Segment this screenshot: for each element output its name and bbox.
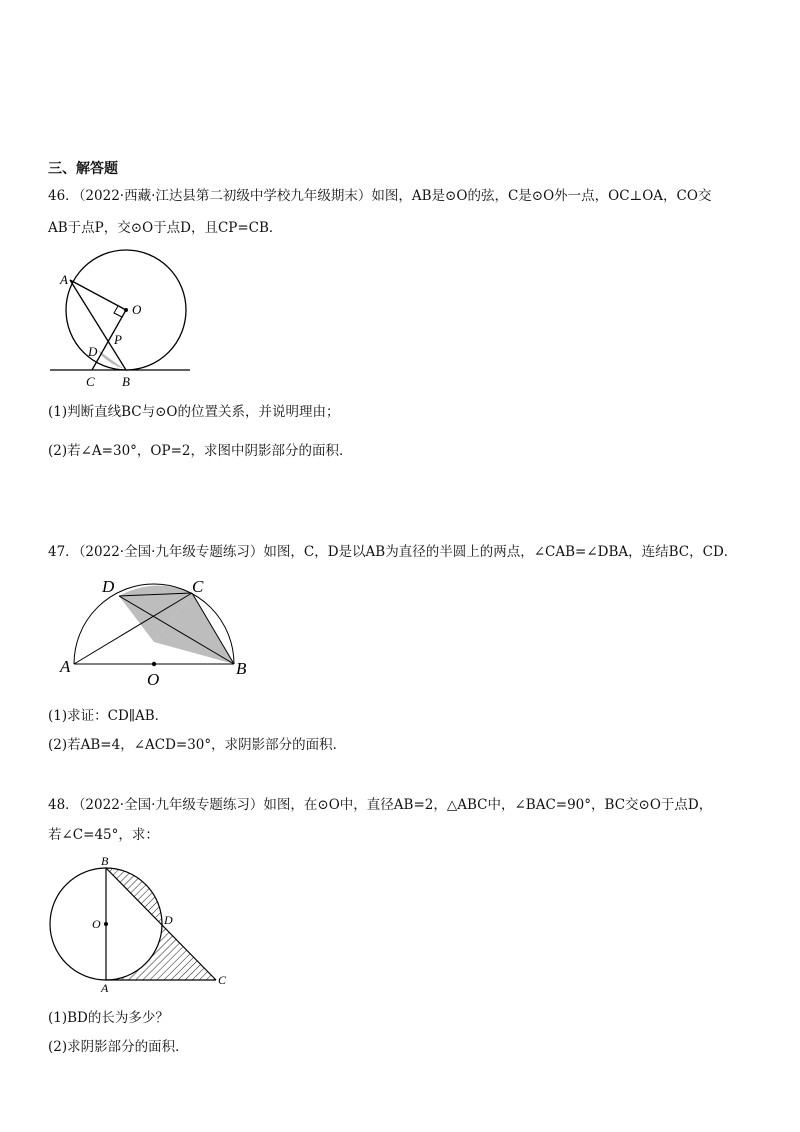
q48-figure [44,852,234,992]
q46-figure [46,246,206,391]
q46-line1 [48,186,711,206]
q47-line1 [48,542,737,562]
q48-center-dot [104,922,108,926]
q46-label-O: O [132,302,142,317]
q48-label-C: C [218,973,227,987]
q46-label-C: C [86,374,95,389]
q47-label-O: O [147,670,160,689]
q48-line1 [48,795,712,815]
q48-source: （2022·全国·九年级专题练习） [78,797,264,813]
q46-part2: (2)若∠A=30°，OP=2，求图中阴影部分的面积． [48,443,353,459]
q46-label-D: D [88,344,98,359]
q46-part1: (1)判断直线BC与⊙O的位置关系，并说明理由； [48,404,340,420]
section-title: 三、解答题 [48,161,118,177]
q46-source: （2022·西藏·江达县第二初级中学校九年级期末） [78,188,372,204]
q47-label-A: A [60,657,71,676]
q46-label-P: P [114,332,122,347]
q47-center-dot [152,662,156,666]
q48-part2: (2)求阴影部分的面积． [48,1039,189,1055]
q46-label-A: A [60,272,68,287]
q46-text-line1: 如图，AB是⊙O的弦，C是⊙O外一点，OC⊥OA，CO交 [371,188,712,204]
q46-text-line2: AB于点P，交⊙O于点D，且CP=CB． [48,220,283,236]
q48-label-A: A [101,981,109,992]
q48-text-line1: 如图，在⊙O中，直径AB=2，△ABC中，∠BAC=90°，BC交⊙O于点D， [263,797,713,813]
q48-part1: (1)BD的长为多少？ [48,1010,169,1026]
q47-part2: (2)若AB=4，∠ACD=30°，求阴影部分的面积． [48,737,347,753]
q46-number: 46． [48,188,79,204]
q46-segment-AO [70,280,126,310]
q47-source: （2022·全国·九年级专题练习） [78,544,264,560]
q47-part1: (1)求证：CD∥AB． [48,708,169,724]
q48-label-B: B [101,854,109,868]
q47-text-line1: 如图，C，D是以AB为直径的半圆上的两点，∠CAB=∠DBA，连结BC，CD． [263,544,738,560]
q46-label-B: B [122,374,130,389]
q47-label-C: C [192,577,204,596]
q48-number: 48． [48,797,79,813]
q47-figure [58,572,258,690]
q47-label-B: B [236,659,247,678]
q48-label-D: D [164,913,173,927]
q48-label-O: O [92,917,101,931]
q47-label-D: D [102,577,115,596]
q47-number: 47． [48,544,79,560]
q48-text-line2: 若∠C=45°，求： [48,827,159,843]
q46-center-dot [124,308,128,312]
